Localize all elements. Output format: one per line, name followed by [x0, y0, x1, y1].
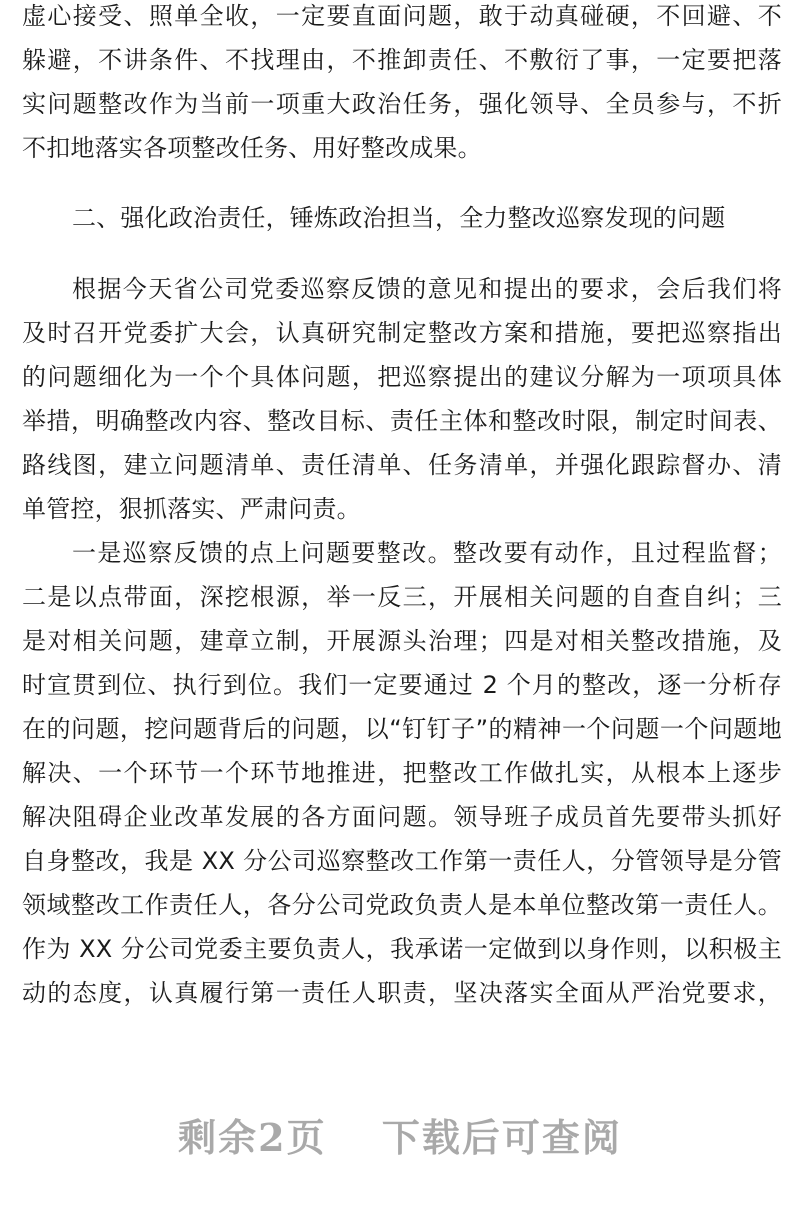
text-line: 的问题细化为一个个具体问题，把巡察提出的建议分解为一项项具体	[22, 363, 782, 391]
text-line: 躲避，不讲条件、不找理由，不推卸责任、不敷衍了事，一定要把落	[22, 46, 782, 74]
download-prompt[interactable]	[0, 1108, 800, 1168]
text-line: 作为 XX 分公司党委主要负责人，我承诺一定做到以身作则，以积极主	[22, 935, 782, 963]
download-hint-label: 下载后可查阅	[381, 1115, 622, 1160]
section-heading: 二、强化政治责任，锤炼政治担当，全力整改巡察发现的问题	[72, 204, 726, 232]
text-line: 领域整改工作责任人，各分公司党政负责人是本单位整改第一责任人。	[22, 891, 782, 919]
text-line: 时宣贯到位、执行到位。我们一定要通过 2 个月的整改，逐一分析存	[22, 671, 782, 699]
text-line: 一是巡察反馈的点上问题要整改。整改要有动作，且过程监督；	[72, 539, 782, 567]
text-line: 解决阻碍企业改革发展的各方面问题。领导班子成员首先要带头抓好	[22, 803, 782, 831]
text-line: 路线图，建立问题清单、责任清单、任务清单，并强化跟踪督办、清	[22, 451, 782, 479]
remaining-pages-label: 剩余2页	[178, 1115, 327, 1160]
text-line: 解决、一个环节一个环节地推进，把整改工作做扎实，从根本上逐步	[22, 759, 782, 787]
text-line: 二是以点带面，深挖根源，举一反三，开展相关问题的自查自纠；三	[22, 583, 782, 611]
text-line: 自身整改，我是 XX 分公司巡察整改工作第一责任人，分管领导是分管	[22, 847, 782, 875]
text-line: 不扣地落实各项整改任务、用好整改成果。	[22, 134, 482, 162]
text-line: 及时召开党委扩大会，认真研究制定整改方案和措施，要把巡察指出	[22, 319, 782, 347]
text-line: 在的问题，挖问题背后的问题，以“钉钉子”的精神一个问题一个问题地	[22, 715, 782, 743]
text-line: 实问题整改作为当前一项重大政治任务，强化领导、全员参与，不折	[22, 90, 782, 118]
text-line: 是对相关问题，建章立制，开展源头治理；四是对相关整改措施，及	[22, 627, 782, 655]
text-line: 根据今天省公司党委巡察反馈的意见和提出的要求，会后我们将	[72, 275, 782, 303]
text-line: 虚心接受、照单全收，一定要直面问题，敢于动真碰硬，不回避、不	[22, 2, 782, 30]
text-line: 动的态度，认真履行第一责任人职责，坚决落实全面从严治党要求，	[22, 979, 782, 1007]
text-line: 举措，明确整改内容、整改目标、责任主体和整改时限，制定时间表、	[22, 407, 782, 435]
text-line: 单管控，狠抓落实、严肃问责。	[22, 495, 361, 523]
